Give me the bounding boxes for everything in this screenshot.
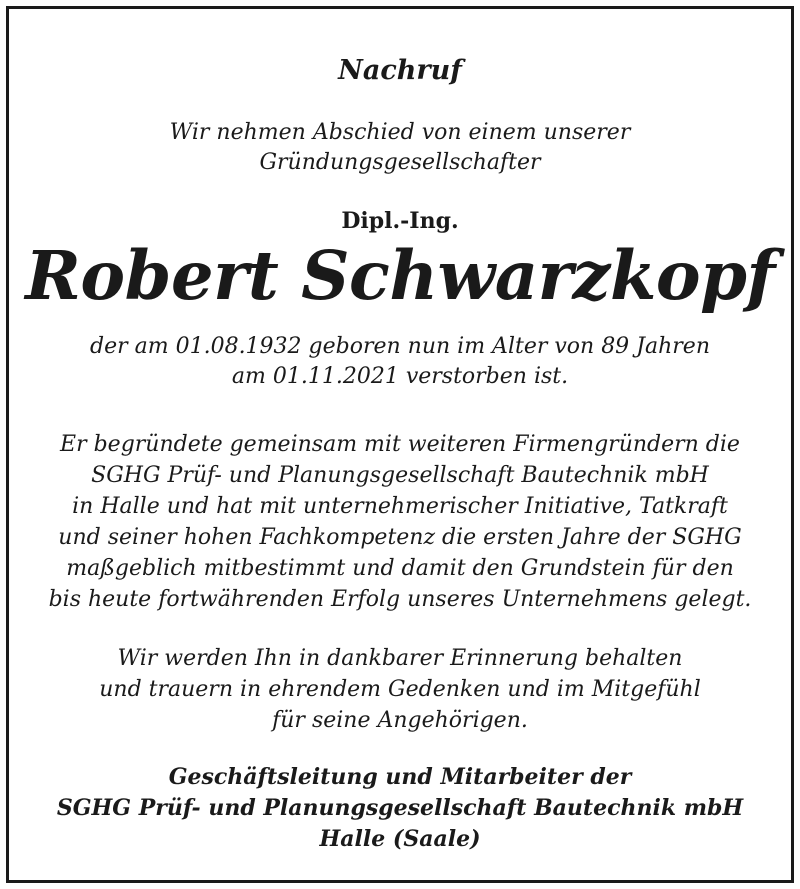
- signature-line: SGHG Prüf- und Planungsgesellschaft Bautechnik mbH: [56, 795, 744, 821]
- signature-line: Halle (Saale): [319, 826, 481, 852]
- tribute-line: in Halle und hat mit unternehmerischer Initiative, Tatkraft: [72, 494, 728, 519]
- remembrance-line: für seine Angehörigen.: [272, 708, 528, 733]
- obituary-frame: [6, 6, 794, 883]
- remembrance-line: und trauern in ehrendem Gedenken und im Mitgefühl: [99, 677, 701, 702]
- dates-line: am 01.11.2021 verstorben ist.: [231, 364, 569, 389]
- dates-line: der am 01.08.1932 geboren nun im Alter von 89 Jahren: [90, 334, 710, 359]
- intro-line: Gründungsgesellschafter: [259, 150, 541, 175]
- deceased-name: Robert Schwarzkopf: [25, 236, 775, 315]
- academic-title: Dipl.-Ing.: [341, 208, 459, 234]
- remembrance-line: Wir werden Ihn in dankbarer Erinnerung behalten: [117, 646, 683, 671]
- tribute-line: maßgeblich mitbestimmt und damit den Grundstein für den: [66, 556, 734, 581]
- notice-heading: Nachruf: [338, 55, 462, 86]
- intro-line: Wir nehmen Abschied von einem unserer: [169, 120, 631, 145]
- signature-line: Geschäftsleitung und Mitarbeiter der: [168, 764, 632, 790]
- tribute-line: Er begründete gemeinsam mit weiteren Firmengründern die: [60, 432, 740, 457]
- tribute-line: SGHG Prüf- und Planungsgesellschaft Bautechnik mbH: [91, 463, 709, 488]
- tribute-line: und seiner hohen Fachkompetenz die ersten Jahre der SGHG: [58, 525, 742, 550]
- tribute-line: bis heute fortwährenden Erfolg unseres Unternehmens gelegt.: [48, 587, 752, 612]
